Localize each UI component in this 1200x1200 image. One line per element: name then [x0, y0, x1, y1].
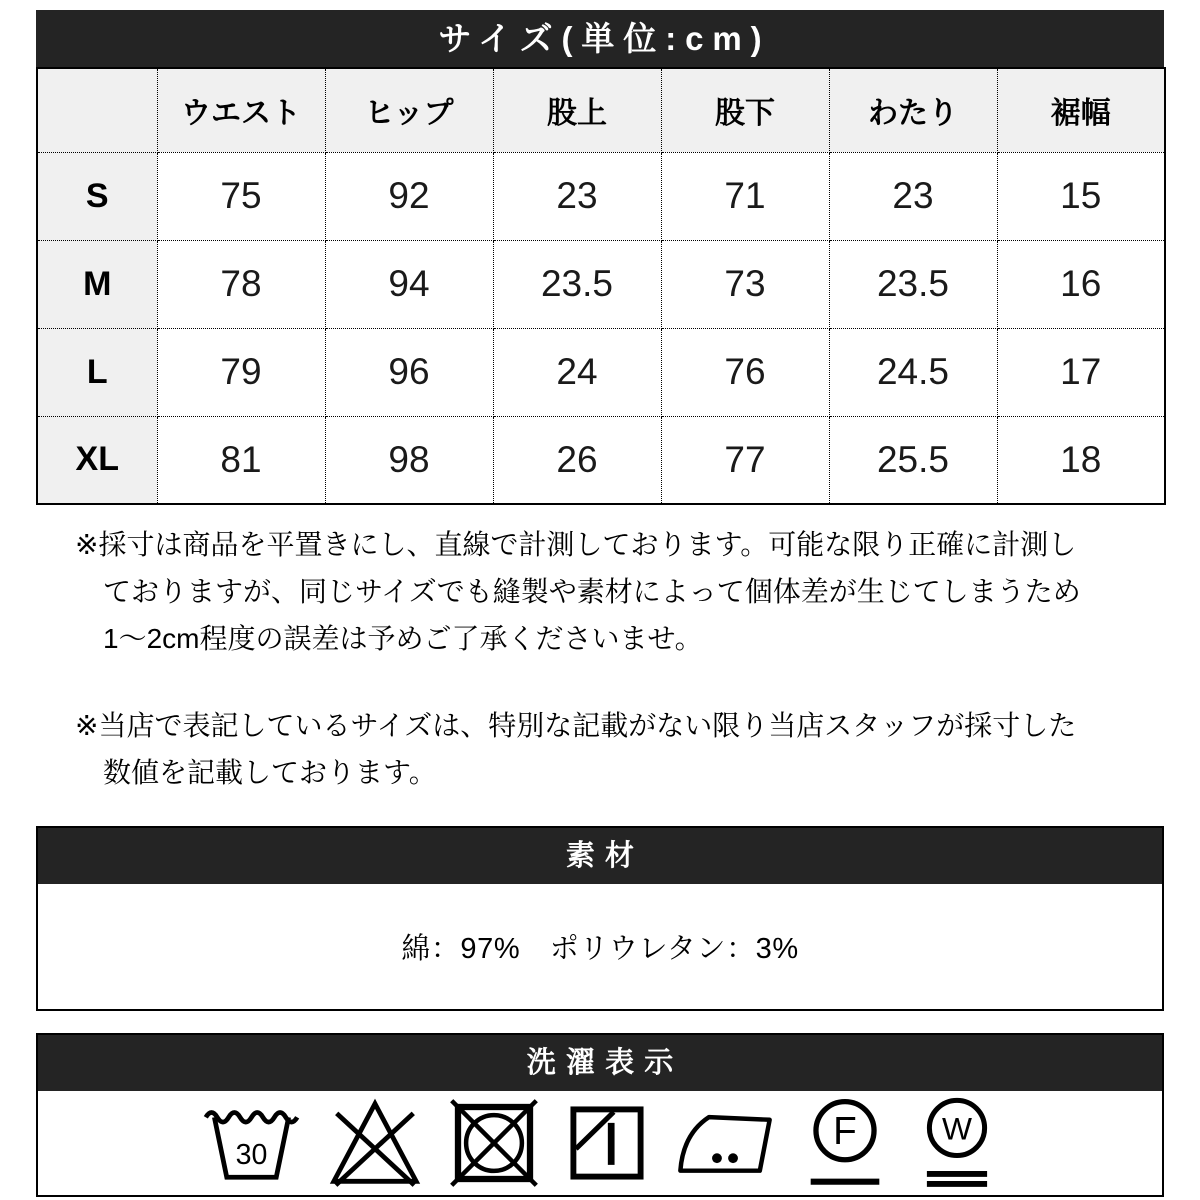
svg-text:30: 30 [235, 1138, 267, 1171]
laundry-icons [38, 1091, 1162, 1195]
note [75, 702, 1164, 796]
size-table-head-row [37, 68, 1165, 152]
measurement-cell: 15 [997, 152, 1165, 240]
no-bleach-icon [327, 1098, 423, 1188]
table-row [37, 416, 1165, 504]
laundry-title-bar [38, 1035, 1162, 1091]
note-line: ておりますが、同じサイズでも縫製や素材によって個体差が生じてしまうため [103, 576, 1081, 607]
column-header: わたり [829, 68, 997, 152]
measurement-cell: 76 [661, 328, 829, 416]
no-tumble-dry-icon [449, 1098, 539, 1188]
size-label-cell: XL [37, 416, 157, 504]
measurement-cell: 94 [325, 240, 493, 328]
table-row [37, 328, 1165, 416]
measurement-notes [36, 521, 1164, 796]
measurement-cell: 77 [661, 416, 829, 504]
size-table-corner-cell [37, 68, 157, 152]
material-section [36, 826, 1164, 1011]
measurement-cell: 17 [997, 328, 1165, 416]
size-label-cell: M [37, 240, 157, 328]
measurement-cell: 75 [157, 152, 325, 240]
column-header: 裾幅 [997, 68, 1165, 152]
measurement-cell: 23.5 [829, 240, 997, 328]
measurement-cell: 96 [325, 328, 493, 416]
measurement-cell: 16 [997, 240, 1165, 328]
size-table [36, 67, 1166, 505]
measurement-cell: 73 [661, 240, 829, 328]
measurement-cell: 78 [157, 240, 325, 328]
line-dry-in-shade-icon [565, 1101, 649, 1185]
measurement-cell: 23 [829, 152, 997, 240]
measurement-cell: 79 [157, 328, 325, 416]
size-table-title-bar [36, 10, 1164, 67]
material-title-bar [38, 828, 1162, 884]
measurement-cell: 71 [661, 152, 829, 240]
svg-text:F: F [832, 1109, 857, 1153]
note-line: 1～2cm程度の誤差は予めご了承くださいませ。 [103, 623, 703, 654]
measurement-cell: 81 [157, 416, 325, 504]
iron-medium-icon [675, 1108, 775, 1178]
laundry-title: 洗濯表示 [526, 1047, 684, 1079]
wet-clean-w-very-gentle-icon [915, 1097, 999, 1189]
column-header: ヒップ [325, 68, 493, 152]
dry-clean-f-gentle-icon [801, 1098, 889, 1188]
measurement-cell: 25.5 [829, 416, 997, 504]
table-row [37, 240, 1165, 328]
measurement-cell: 23 [493, 152, 661, 240]
note-line: 数値を記載しております。 [103, 757, 437, 788]
measurement-cell: 23.5 [493, 240, 661, 328]
size-table-body [37, 152, 1165, 504]
measurement-cell: 24.5 [829, 328, 997, 416]
size-label-cell: L [37, 328, 157, 416]
column-header: 股上 [493, 68, 661, 152]
measurement-cell: 26 [493, 416, 661, 504]
column-header: 股下 [661, 68, 829, 152]
column-header: ウエスト [157, 68, 325, 152]
material-value: 綿：97% ポリウレタン：3% [401, 933, 799, 965]
note-line: ※当店で表記しているサイズは、特別な記載がない限り当店スタッフが採寸した [75, 710, 1077, 741]
size-label-cell: S [37, 152, 157, 240]
measurement-cell: 24 [493, 328, 661, 416]
measurement-cell: 98 [325, 416, 493, 504]
measurement-cell: 92 [325, 152, 493, 240]
size-table-title: サイズ(単位:cm) [438, 20, 771, 57]
wash-30-icon [202, 1101, 301, 1185]
note [75, 521, 1164, 662]
table-row [37, 152, 1165, 240]
svg-text:W: W [941, 1110, 972, 1147]
material-body [38, 884, 1162, 1009]
measurement-cell: 18 [997, 416, 1165, 504]
material-title: 素材 [565, 840, 645, 872]
note-line: ※採寸は商品を平置きにし、直線で計測しております。可能な限り正確に計測し [75, 529, 1077, 560]
laundry-section [36, 1033, 1164, 1197]
